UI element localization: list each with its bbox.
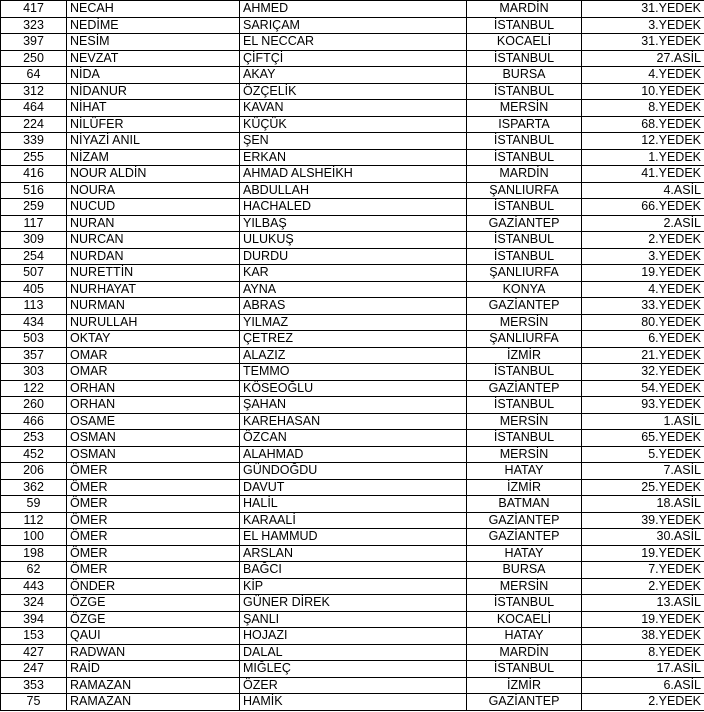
first-name-cell: NUCUD [67,199,240,216]
table-row [1,479,704,496]
status-cell: 66.YEDEK [582,199,704,216]
row-number-cell: 324 [1,595,67,612]
table-row [1,116,704,133]
first-name-cell: ÖMER [67,463,240,480]
table-row [1,512,704,529]
table-row [1,182,704,199]
table-row [1,628,704,645]
row-number-cell: 464 [1,100,67,117]
first-name-cell: NOURA [67,182,240,199]
first-name-cell: NEDİME [67,17,240,34]
status-cell: 1.ASİL [582,413,704,430]
last-name-cell: ERKAN [240,149,467,166]
last-name-cell: KAR [240,265,467,282]
row-number-cell: 507 [1,265,67,282]
last-name-cell: GÜNDOĞDU [240,463,467,480]
last-name-cell: KÖSEOĞLU [240,380,467,397]
city-cell: İSTANBUL [467,364,582,381]
city-cell: ISPARTA [467,116,582,133]
first-name-cell: NİDANUR [67,83,240,100]
first-name-cell: OSMAN [67,446,240,463]
last-name-cell: ŞAHAN [240,397,467,414]
last-name-cell: ÇETREZ [240,331,467,348]
status-cell: 32.YEDEK [582,364,704,381]
table-row [1,248,704,265]
table-row [1,529,704,546]
city-cell: İSTANBUL [467,232,582,249]
table-row [1,644,704,661]
first-name-cell: ÖNDER [67,578,240,595]
city-cell: İSTANBUL [467,248,582,265]
table-row [1,83,704,100]
city-cell: MERSİN [467,100,582,117]
first-name-cell: RAMAZAN [67,694,240,711]
city-cell: MARDİN [467,1,582,18]
row-number-cell: 117 [1,215,67,232]
first-name-cell: NİDA [67,67,240,84]
row-number-cell: 405 [1,281,67,298]
table-row [1,545,704,562]
row-number-cell: 443 [1,578,67,595]
table-row [1,463,704,480]
row-number-cell: 452 [1,446,67,463]
first-name-cell: OKTAY [67,331,240,348]
row-number-cell: 75 [1,694,67,711]
city-cell: MARDİN [467,644,582,661]
first-name-cell: OSMAN [67,430,240,447]
status-cell: 1.YEDEK [582,149,704,166]
table-row [1,50,704,67]
first-name-cell: NURMAN [67,298,240,315]
first-name-cell: RAMAZAN [67,677,240,694]
first-name-cell: NURULLAH [67,314,240,331]
last-name-cell: HAMİK [240,694,467,711]
table-row [1,199,704,216]
row-number-cell: 394 [1,611,67,628]
row-number-cell: 303 [1,364,67,381]
last-name-cell: BAĞCI [240,562,467,579]
status-cell: 6.ASİL [582,677,704,694]
last-name-cell: KAREHASAN [240,413,467,430]
first-name-cell: RADWAN [67,644,240,661]
last-name-cell: DURDU [240,248,467,265]
last-name-cell: HALİL [240,496,467,513]
row-number-cell: 112 [1,512,67,529]
row-number-cell: 503 [1,331,67,348]
row-number-cell: 255 [1,149,67,166]
last-name-cell: KARAALİ [240,512,467,529]
first-name-cell: ÖMER [67,496,240,513]
status-cell: 21.YEDEK [582,347,704,364]
city-cell: İSTANBUL [467,17,582,34]
row-number-cell: 397 [1,34,67,51]
last-name-cell: AHMED [240,1,467,18]
first-name-cell: NEVZAT [67,50,240,67]
table-row [1,677,704,694]
table-row [1,364,704,381]
table-row [1,215,704,232]
last-name-cell: MIĞLEÇ [240,661,467,678]
table-row [1,347,704,364]
status-cell: 8.YEDEK [582,100,704,117]
city-cell: GAZİANTEP [467,529,582,546]
city-cell: İSTANBUL [467,430,582,447]
table-row [1,34,704,51]
city-cell: MERSİN [467,314,582,331]
table-row [1,1,704,18]
first-name-cell: ÖMER [67,479,240,496]
status-cell: 12.YEDEK [582,133,704,150]
first-name-cell: OMAR [67,364,240,381]
city-cell: BATMAN [467,496,582,513]
last-name-cell: AHMAD ALSHEİKH [240,166,467,183]
row-number-cell: 339 [1,133,67,150]
table-row [1,661,704,678]
status-cell: 80.YEDEK [582,314,704,331]
row-number-cell: 260 [1,397,67,414]
row-number-cell: 357 [1,347,67,364]
table-row [1,265,704,282]
row-number-cell: 427 [1,644,67,661]
status-cell: 54.YEDEK [582,380,704,397]
first-name-cell: NURCAN [67,232,240,249]
last-name-cell: KİP [240,578,467,595]
table-row [1,430,704,447]
row-number-cell: 224 [1,116,67,133]
table-row [1,281,704,298]
status-cell: 2.ASİL [582,215,704,232]
table-row [1,562,704,579]
status-cell: 31.YEDEK [582,1,704,18]
city-cell: MERSİN [467,578,582,595]
row-number-cell: 59 [1,496,67,513]
table-row [1,694,704,711]
row-number-cell: 516 [1,182,67,199]
city-cell: ŞANLIURFA [467,182,582,199]
row-number-cell: 250 [1,50,67,67]
status-cell: 10.YEDEK [582,83,704,100]
table-row [1,496,704,513]
table-row [1,149,704,166]
last-name-cell: ALAZIZ [240,347,467,364]
first-name-cell: RAİD [67,661,240,678]
city-cell: GAZİANTEP [467,694,582,711]
first-name-cell: NURDAN [67,248,240,265]
row-number-cell: 417 [1,1,67,18]
city-cell: İSTANBUL [467,50,582,67]
status-cell: 65.YEDEK [582,430,704,447]
first-name-cell: NOUR ALDİN [67,166,240,183]
row-number-cell: 466 [1,413,67,430]
status-cell: 38.YEDEK [582,628,704,645]
last-name-cell: EL HAMMUD [240,529,467,546]
row-number-cell: 416 [1,166,67,183]
status-cell: 4.YEDEK [582,281,704,298]
city-cell: GAZİANTEP [467,380,582,397]
table-row [1,595,704,612]
city-cell: İSTANBUL [467,149,582,166]
city-cell: İSTANBUL [467,83,582,100]
last-name-cell: DAVUT [240,479,467,496]
city-cell: GAZİANTEP [467,298,582,315]
table-row [1,17,704,34]
status-cell: 2.YEDEK [582,232,704,249]
status-cell: 27.ASİL [582,50,704,67]
first-name-cell: QAUI [67,628,240,645]
table-row [1,133,704,150]
table-row [1,314,704,331]
row-number-cell: 309 [1,232,67,249]
first-name-cell: NECAH [67,1,240,18]
last-name-cell: GÜNER DİREK [240,595,467,612]
results-table-body [1,1,704,711]
last-name-cell: ALAHMAD [240,446,467,463]
last-name-cell: ABRAS [240,298,467,315]
status-cell: 4.YEDEK [582,67,704,84]
first-name-cell: ORHAN [67,380,240,397]
row-number-cell: 62 [1,562,67,579]
city-cell: İSTANBUL [467,595,582,612]
row-number-cell: 122 [1,380,67,397]
status-cell: 2.YEDEK [582,694,704,711]
table-row [1,611,704,628]
row-number-cell: 312 [1,83,67,100]
row-number-cell: 362 [1,479,67,496]
table-row [1,446,704,463]
status-cell: 68.YEDEK [582,116,704,133]
first-name-cell: NİHAT [67,100,240,117]
first-name-cell: ORHAN [67,397,240,414]
last-name-cell: KAVAN [240,100,467,117]
first-name-cell: ÖZGE [67,611,240,628]
first-name-cell: NİLÜFER [67,116,240,133]
first-name-cell: OMAR [67,347,240,364]
last-name-cell: ŞEN [240,133,467,150]
status-cell: 8.YEDEK [582,644,704,661]
last-name-cell: TEMMO [240,364,467,381]
status-cell: 25.YEDEK [582,479,704,496]
last-name-cell: ŞANLI [240,611,467,628]
last-name-cell: HOJAZI [240,628,467,645]
row-number-cell: 253 [1,430,67,447]
status-cell: 39.YEDEK [582,512,704,529]
table-row [1,578,704,595]
city-cell: İSTANBUL [467,133,582,150]
status-cell: 5.YEDEK [582,446,704,463]
status-cell: 33.YEDEK [582,298,704,315]
row-number-cell: 259 [1,199,67,216]
table-row [1,67,704,84]
city-cell: KONYA [467,281,582,298]
row-number-cell: 64 [1,67,67,84]
status-cell: 2.YEDEK [582,578,704,595]
table-row [1,331,704,348]
last-name-cell: HACHALED [240,199,467,216]
last-name-cell: ABDULLAH [240,182,467,199]
first-name-cell: NURHAYAT [67,281,240,298]
table-row [1,413,704,430]
first-name-cell: NİZAM [67,149,240,166]
last-name-cell: EL NECCAR [240,34,467,51]
last-name-cell: ÖZÇELİK [240,83,467,100]
city-cell: ŞANLIURFA [467,265,582,282]
first-name-cell: ÖMER [67,512,240,529]
first-name-cell: ÖMER [67,545,240,562]
table-row [1,380,704,397]
first-name-cell: NURETTİN [67,265,240,282]
table-row [1,232,704,249]
last-name-cell: AKAY [240,67,467,84]
status-cell: 4.ASİL [582,182,704,199]
first-name-cell: ÖMER [67,562,240,579]
city-cell: BURSA [467,67,582,84]
last-name-cell: ÇİFTÇİ [240,50,467,67]
city-cell: ŞANLIURFA [467,331,582,348]
city-cell: İSTANBUL [467,199,582,216]
city-cell: MERSİN [467,446,582,463]
status-cell: 7.YEDEK [582,562,704,579]
status-cell: 3.YEDEK [582,248,704,265]
city-cell: BURSA [467,562,582,579]
last-name-cell: YILMAZ [240,314,467,331]
status-cell: 41.YEDEK [582,166,704,183]
row-number-cell: 353 [1,677,67,694]
first-name-cell: ÖZGE [67,595,240,612]
first-name-cell: OSAME [67,413,240,430]
row-number-cell: 247 [1,661,67,678]
city-cell: İZMİR [467,479,582,496]
last-name-cell: ÖZER [240,677,467,694]
city-cell: HATAY [467,628,582,645]
first-name-cell: NESİM [67,34,240,51]
row-number-cell: 100 [1,529,67,546]
status-cell: 30.ASİL [582,529,704,546]
first-name-cell: ÖMER [67,529,240,546]
last-name-cell: ÖZCAN [240,430,467,447]
row-number-cell: 153 [1,628,67,645]
status-cell: 19.YEDEK [582,545,704,562]
status-cell: 19.YEDEK [582,265,704,282]
city-cell: İSTANBUL [467,397,582,414]
city-cell: KOCAELİ [467,34,582,51]
last-name-cell: DALAL [240,644,467,661]
row-number-cell: 323 [1,17,67,34]
city-cell: HATAY [467,463,582,480]
city-cell: İZMİR [467,677,582,694]
status-cell: 19.YEDEK [582,611,704,628]
status-cell: 31.YEDEK [582,34,704,51]
row-number-cell: 198 [1,545,67,562]
row-number-cell: 434 [1,314,67,331]
last-name-cell: AYNA [240,281,467,298]
status-cell: 93.YEDEK [582,397,704,414]
first-name-cell: NURAN [67,215,240,232]
last-name-cell: YILBAŞ [240,215,467,232]
status-cell: 17.ASİL [582,661,704,678]
city-cell: İZMİR [467,347,582,364]
last-name-cell: ULUKUŞ [240,232,467,249]
last-name-cell: ARSLAN [240,545,467,562]
last-name-cell: SARIÇAM [240,17,467,34]
first-name-cell: NİYAZİ ANIL [67,133,240,150]
city-cell: GAZİANTEP [467,215,582,232]
city-cell: HATAY [467,545,582,562]
city-cell: KOCAELİ [467,611,582,628]
row-number-cell: 206 [1,463,67,480]
table-row [1,397,704,414]
city-cell: İSTANBUL [467,661,582,678]
status-cell: 7.ASİL [582,463,704,480]
table-row [1,100,704,117]
row-number-cell: 254 [1,248,67,265]
city-cell: GAZİANTEP [467,512,582,529]
last-name-cell: KÜÇÜK [240,116,467,133]
status-cell: 18.ASİL [582,496,704,513]
city-cell: MARDİN [467,166,582,183]
status-cell: 13.ASİL [582,595,704,612]
table-row [1,166,704,183]
status-cell: 3.YEDEK [582,17,704,34]
row-number-cell: 113 [1,298,67,315]
table-row [1,298,704,315]
city-cell: MERSİN [467,413,582,430]
status-cell: 6.YEDEK [582,331,704,348]
